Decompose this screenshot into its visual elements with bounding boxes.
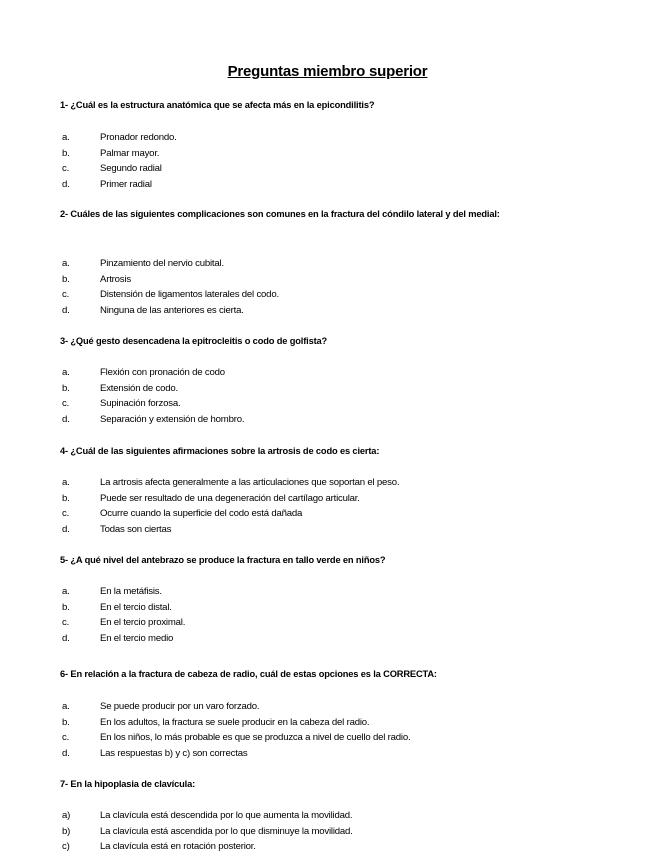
option-letter: c.	[62, 732, 70, 744]
question-text: 5- ¿A qué nivel del antebrazo se produce la fractura en tallo verde en niños?	[60, 555, 386, 565]
option-letter: b.	[62, 601, 70, 613]
option-letter: a.	[62, 132, 70, 143]
option-text: En los adultos, la fractura se suele producir en la cabeza del radio.	[100, 716, 370, 728]
answer-option	[62, 146, 159, 162]
option-text: En los niños, lo más probable es que se produzca a nivel de cuello del radio.	[100, 732, 411, 744]
answer-option	[62, 506, 302, 522]
option-text: En el tercio proximal.	[100, 617, 186, 629]
answer-option	[62, 475, 399, 491]
option-text: Primer radial	[100, 178, 152, 190]
option-letter: a.	[62, 701, 70, 712]
question-text: 4- ¿Cuál de las siguientes afirmaciones sobre la artrosis de codo es cierta:	[60, 446, 380, 456]
option-letter: d.	[62, 304, 70, 316]
option-letter: a.	[62, 367, 70, 378]
answer-option	[62, 303, 244, 319]
option-text: Ocurre cuando la superficie del codo está dañada	[100, 508, 303, 520]
answer-option	[62, 730, 410, 746]
option-text: Supinación forzosa.	[100, 398, 181, 410]
question-text: 7- En la hipoplasia de clavícula:	[60, 779, 196, 789]
option-text: En la metáfisis.	[100, 586, 162, 597]
option-letter: c)	[62, 841, 70, 853]
answer-option	[62, 631, 173, 647]
option-text: Ninguna de las anteriores es cierta.	[100, 304, 244, 316]
option-letter: d.	[62, 632, 70, 644]
answer-option	[62, 600, 172, 616]
option-letter: c.	[62, 508, 70, 520]
option-letter: c.	[62, 163, 70, 175]
option-text: La clavícula está descendida por lo que aumenta la movilidad.	[100, 810, 353, 821]
option-letter: b.	[62, 273, 70, 285]
option-text: Pronador redondo.	[100, 132, 177, 143]
answer-option	[62, 824, 353, 840]
answer-option	[62, 161, 162, 177]
option-letter: d.	[62, 747, 70, 759]
option-letter: c.	[62, 617, 70, 629]
answer-option	[62, 412, 244, 428]
option-text: Las respuestas b) y c) son correctas	[100, 747, 248, 759]
option-text: Artrosis	[100, 273, 131, 285]
answer-option	[62, 746, 247, 762]
option-text: Distensión de ligamentos laterales del codo.	[100, 289, 279, 301]
option-text: Segundo radial	[100, 163, 162, 175]
option-text: La artrosis afecta generalmente a las articulaciones que soportan el peso.	[100, 477, 400, 488]
answer-option	[62, 381, 178, 397]
option-letter: d.	[62, 523, 70, 535]
question-text: 6- En relación a la fractura de cabeza de radio, cuál de estas opciones es la CORRECTA:	[60, 669, 437, 679]
answer-option	[62, 808, 352, 824]
answer-option	[62, 287, 279, 303]
option-letter: a.	[62, 258, 70, 269]
question-text: 3- ¿Qué gesto desencadena la epitrocleitis o codo de golfista?	[60, 336, 328, 346]
page-title: Preguntas miembro superior	[227, 63, 428, 80]
option-text: Palmar mayor.	[100, 147, 160, 159]
option-text: Pinzamiento del nervio cubital.	[100, 258, 224, 269]
answer-option	[62, 615, 185, 631]
answer-option	[62, 715, 369, 731]
answer-option	[62, 130, 177, 146]
option-text: Separación y extensión de hombro.	[100, 413, 245, 425]
answer-option	[62, 522, 171, 538]
option-letter: c.	[62, 398, 70, 410]
option-text: La clavícula está ascendida por lo que disminuye la movilidad.	[100, 825, 353, 837]
option-letter: a)	[62, 810, 71, 821]
option-letter: c.	[62, 289, 70, 301]
option-letter: b.	[62, 716, 70, 728]
option-text: En el tercio medio	[100, 632, 174, 644]
option-letter: d.	[62, 413, 70, 425]
answer-option	[62, 272, 131, 288]
option-letter: b.	[62, 492, 70, 504]
answer-option	[62, 699, 259, 715]
answer-option	[62, 396, 180, 412]
question-text: 2- Cuáles de las siguientes complicaciones son comunes en la fractura del cóndilo lateral y del medial:	[60, 209, 500, 219]
option-letter: b)	[62, 825, 71, 837]
option-text: Se puede producir por un varo forzado.	[100, 701, 260, 712]
option-text: Puede ser resultado de una degeneración del cartílago articular.	[100, 492, 360, 504]
option-text: En el tercio distal.	[100, 601, 172, 613]
answer-option	[62, 584, 162, 600]
answer-option	[62, 839, 256, 855]
option-text: La clavícula está en rotación posterior.	[100, 841, 256, 853]
option-text: Flexión con pronación de codo	[100, 367, 225, 378]
answer-option	[62, 256, 224, 272]
question-text: 1- ¿Cuál es la estructura anatómica que se afecta más en la epicondilitis?	[60, 100, 375, 110]
option-letter: a.	[62, 586, 70, 597]
option-letter: a.	[62, 477, 70, 488]
option-letter: b.	[62, 382, 70, 394]
answer-option	[62, 177, 152, 193]
answer-option	[62, 491, 360, 507]
option-letter: d.	[62, 178, 70, 190]
option-text: Todas son ciertas	[100, 523, 172, 535]
answer-option	[62, 365, 225, 381]
option-letter: b.	[62, 147, 70, 159]
option-text: Extensión de codo.	[100, 382, 179, 394]
